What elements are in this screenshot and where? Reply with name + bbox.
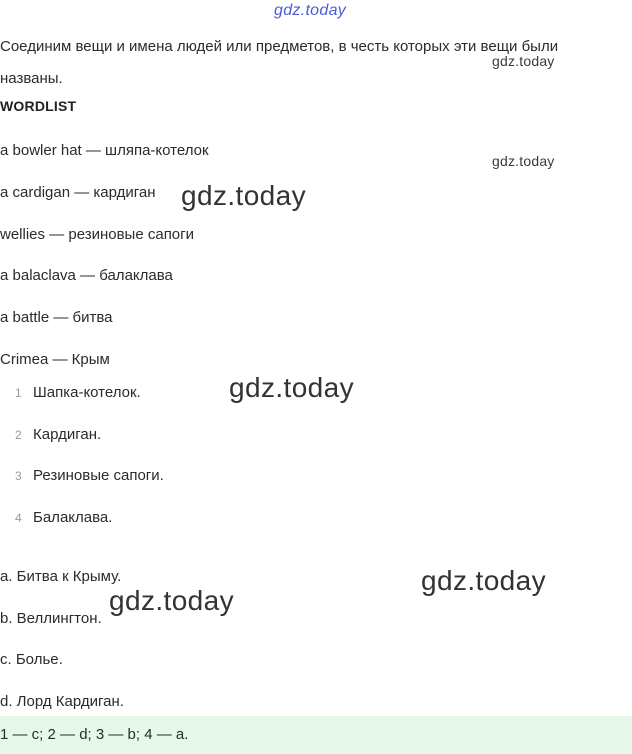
- watermark: gdz.today: [421, 565, 547, 596]
- wordlist-item: a balaclava — балаклава: [0, 267, 173, 284]
- watermark: gdz.today: [109, 585, 235, 616]
- answer-text: 1 — c; 2 — d; 3 — b; 4 — a.: [0, 726, 189, 743]
- list-item: [15, 426, 101, 443]
- intro-paragraph: Соединим вещи и имена людей или предметов, в честь которых эти вещи были названы.: [0, 38, 559, 87]
- list-item-text: Балаклава.: [33, 509, 113, 526]
- list-item-number: 2: [15, 428, 22, 442]
- option-item: a. Битва к Крыму.: [0, 568, 122, 585]
- list-item-text: Кардиган.: [33, 426, 102, 443]
- list-item: [15, 384, 141, 401]
- wordlist-item: wellies — резиновые сапоги: [0, 226, 195, 243]
- list-item: [15, 509, 112, 526]
- wordlist-item: a battle — битва: [0, 309, 113, 326]
- wordlist-item: a cardigan — кардиган: [0, 184, 156, 201]
- option-item: b. Веллингтон.: [0, 610, 102, 627]
- option-item: d. Лорд Кардиган.: [0, 693, 124, 710]
- wordlist-heading: WORDLIST: [0, 98, 77, 114]
- list-item: [15, 467, 164, 484]
- watermark: gdz.today: [492, 153, 555, 169]
- list-item-text: Шапка-котелок.: [33, 384, 141, 401]
- option-item: c. Болье.: [0, 651, 63, 668]
- wordlist-item: a bowler hat — шляпа-котелок: [0, 142, 209, 159]
- list-item-number: 3: [15, 469, 22, 483]
- list-item-number: 4: [15, 511, 22, 525]
- wordlist-item: Crimea — Крым: [0, 351, 110, 368]
- watermark: gdz.today: [181, 180, 307, 211]
- site-logo[interactable]: gdz.today: [274, 2, 347, 19]
- list-item-number: 1: [15, 386, 22, 400]
- watermark: gdz.today: [229, 372, 355, 403]
- list-item-text: Резиновые сапоги.: [33, 467, 164, 484]
- watermark: gdz.today: [492, 53, 555, 69]
